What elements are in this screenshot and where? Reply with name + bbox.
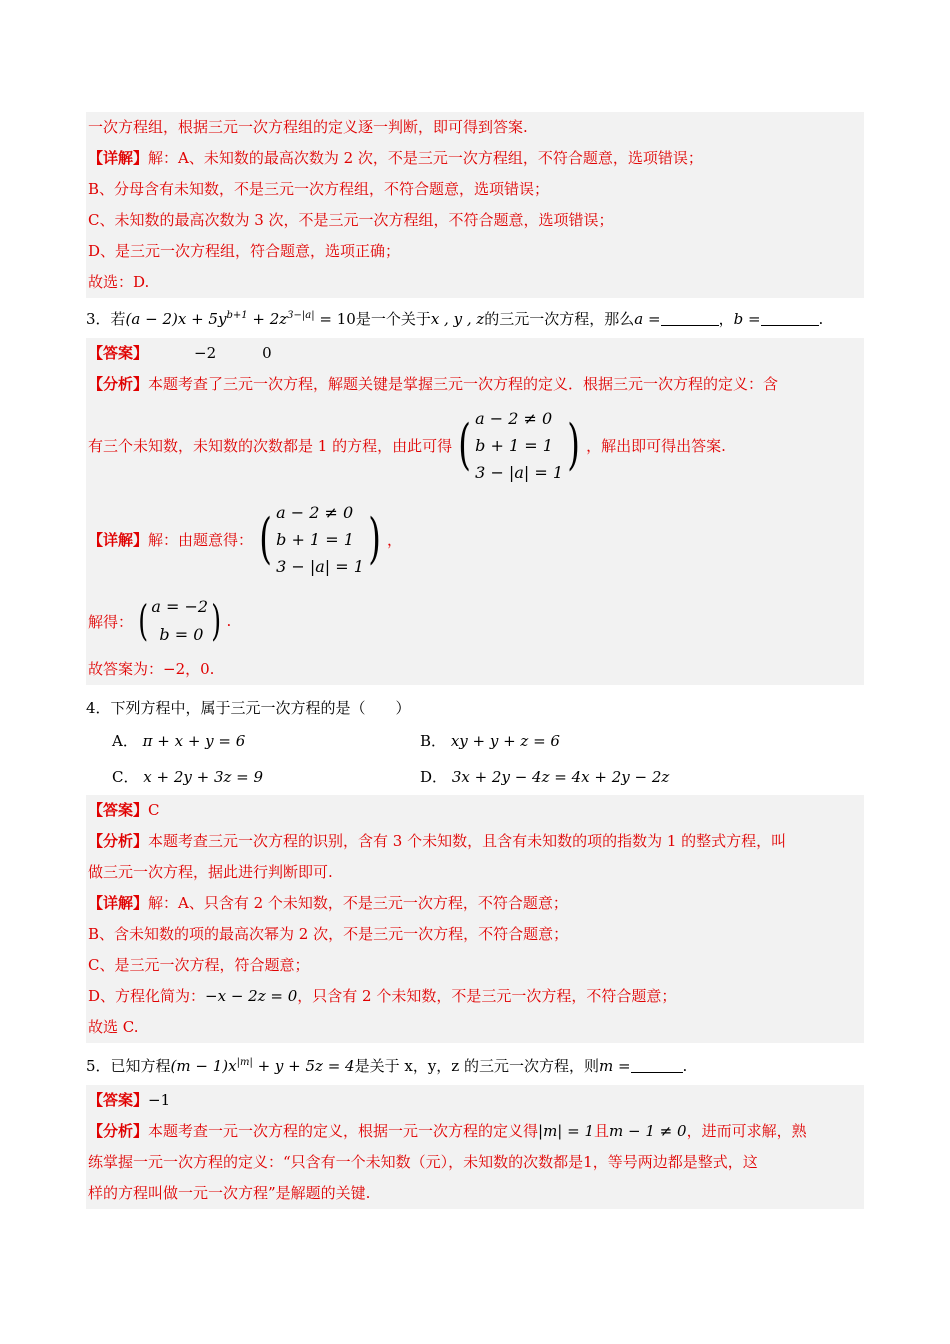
q3-expr2: + 2z xyxy=(247,310,288,328)
q3-stem xyxy=(86,304,864,334)
q3-text2: 的三元一次方程，那么 xyxy=(484,310,635,328)
q5-stem: 5．已知方程$(m - 1)x^{|m|} + y + 5z = 4$是关于 x，y，z 的三元一次方程，则m = . xyxy=(86,1057,688,1075)
right-brace: ) xyxy=(368,507,381,570)
left-brace: ( xyxy=(138,596,149,645)
solution-row: a = −2 xyxy=(151,597,209,616)
system-row: a − 2 ≠ 0 xyxy=(475,408,553,428)
q4-detail-3: C、是三元一次方程，符合题意； xyxy=(88,956,310,974)
system-row: a − 2 ≠ 0 xyxy=(276,502,354,522)
answer-tag: 【答案】 xyxy=(88,801,149,819)
q4-option-c[interactable]: C． x + 2y + 3z = 9 xyxy=(112,768,264,786)
right-brace: ) xyxy=(211,596,222,645)
q4-solution-box xyxy=(86,795,864,1043)
q5-exp: |m| xyxy=(236,1057,253,1068)
q4-detail-4-expr: −x − 2z = 0 xyxy=(205,987,298,1005)
q5-answer-value: −1 xyxy=(148,1091,171,1109)
q3-conclusion: 故答案为：−2，0. xyxy=(88,660,215,678)
q5-m-label: m = xyxy=(598,1057,631,1075)
analysis-tag: 【分析】 xyxy=(88,375,149,393)
q2-detail-1 xyxy=(88,143,862,174)
q3-text: 是一个关于 xyxy=(355,310,431,328)
q3-end: . xyxy=(818,310,824,328)
document-page xyxy=(86,112,864,1209)
q3-analysis-1-text: 本题考查了三元一次方程，解题关键是掌握三元一次方程的定义．根据三元一次方程的定义：含 xyxy=(148,375,779,393)
q3-b-label: b = xyxy=(733,310,761,328)
q2-analysis-tail: 一次方程组，根据三元一次方程组的定义逐一判断，即可得到答案. xyxy=(88,118,528,136)
right-brace: ) xyxy=(567,413,580,476)
q3-solve-end: . xyxy=(226,612,232,630)
q4-detail-2: B、含未知数的项的最高次幂为 2 次，不是三元一次方程，不符合题意； xyxy=(88,925,569,943)
q3-exp2: 3−|a| xyxy=(287,310,315,321)
system-row: b + 1 = 1 xyxy=(276,529,354,549)
q3-a-label: a = xyxy=(634,310,661,328)
system-row: b + 1 = 1 xyxy=(475,435,553,455)
q3-detail-end: ， xyxy=(387,530,403,549)
q5-analysis-2: 练掌握一元一次方程的定义：“只含有一个未知数（元），未知数的次数都是1，等号两边都是整式，这 xyxy=(88,1153,758,1171)
q3-solve-label: 解得： xyxy=(88,612,134,631)
q4-option-a[interactable]: A． π + x + y = 6 xyxy=(112,732,246,750)
q4-detail-4: D、方程化简为：−x − 2z = 0，只含有 2 个未知数，不是三元一次方程，不符合题意； xyxy=(88,987,677,1005)
detail-tag: 【详解】 xyxy=(88,530,149,549)
q3-expr: (a − 2)x + 5y xyxy=(125,310,227,328)
q3-analysis-2a: 有三个未知数，未知数的次数都是 1 的方程，由此可得 xyxy=(88,436,453,455)
q3-blank-b[interactable] xyxy=(761,309,819,326)
q4-options xyxy=(86,723,864,795)
q5-answer xyxy=(88,1085,862,1116)
q4-answer xyxy=(88,795,862,826)
q5-blank[interactable] xyxy=(631,1056,683,1073)
left-brace: ( xyxy=(259,507,272,570)
q3-solution-box xyxy=(86,338,864,685)
q4-analysis-1 xyxy=(88,826,862,857)
q5-analysis-3: 样的方程叫做一元一次方程”是解题的关键. xyxy=(88,1184,371,1202)
q2-solution-box xyxy=(86,112,864,298)
q3-vars: x , y , z xyxy=(430,310,485,328)
q2-detail-4: D、是三元一次方程组，符合题意，选项正确； xyxy=(88,242,401,260)
detail-tag: 【详解】 xyxy=(88,149,149,167)
q3-answer-2: 0 xyxy=(262,344,272,362)
q3-expr3: = 10 xyxy=(314,310,356,328)
q3-system-detail xyxy=(255,499,385,580)
q3-exp1: b+1 xyxy=(226,310,248,321)
q4-analysis-1-text: 本题考查三元一次方程的识别，含有 3 个未知数，且含有未知数的项的指数为 1 的整式方程，叫 xyxy=(148,832,787,850)
analysis-tag: 【分析】 xyxy=(88,832,149,850)
left-brace: ( xyxy=(458,413,471,476)
q3-blank-a[interactable] xyxy=(661,309,719,326)
system-row: 3 − |a| = 1 xyxy=(276,556,364,576)
q3-analysis-2 xyxy=(88,400,862,490)
q3-solve xyxy=(88,588,862,654)
answer-tag: 【答案】 xyxy=(88,1091,149,1109)
q3-system-analysis xyxy=(454,405,584,486)
q2-detail-3: C、未知数的最高次数为 3 次，不是三元一次方程组，不符合题意，选项错误； xyxy=(88,211,614,229)
analysis-tag: 【分析】 xyxy=(88,1122,149,1140)
q3-number: 3．若 xyxy=(86,310,126,328)
q5-expr: (m − 1)x xyxy=(170,1057,237,1075)
q4-detail-1 xyxy=(88,888,862,919)
q4-detail-1-text: 解：A、只含有 2 个未知数，不是三元一次方程，不符合题意； xyxy=(148,894,568,912)
q4-analysis-2: 做三元一次方程，据此进行判断即可. xyxy=(88,863,333,881)
q5-analysis-1: 【分析】本题考查一元一次方程的定义，根据一元一次方程的定义得|m| = 1且m − 1 ≠ 0，进而可求解，熟 xyxy=(88,1122,807,1140)
system-row: 3 − |a| = 1 xyxy=(475,462,564,482)
q3-detail-1: 解：由题意得： xyxy=(148,530,254,549)
q2-detail-2: B、分母含有未知数，不是三元一次方程组，不符合题意，选项错误； xyxy=(88,180,550,198)
answer-tag: 【答案】 xyxy=(88,344,149,362)
q3-answer-1: −2 xyxy=(194,344,217,362)
q4-option-b[interactable]: B． xy + y + z = 6 xyxy=(420,732,560,750)
solution-row: b = 0 xyxy=(159,625,204,644)
q3-comma: ， xyxy=(718,310,734,328)
q5-solution-box xyxy=(86,1085,864,1209)
q3-analysis-1 xyxy=(88,369,862,400)
q3-answer xyxy=(88,338,862,369)
q4-stem: 4．下列方程中，属于三元一次方程的是（ ） xyxy=(86,699,411,717)
q4-answer-value: C xyxy=(148,801,160,819)
q4-conclusion: 故选 C. xyxy=(88,1018,139,1036)
q4-option-d[interactable]: D． 3x + 2y − 4z = 4x + 2y − 2z xyxy=(420,768,670,786)
q2-detail-1-text: 解：A、未知数的最高次数为 2 次，不是三元一次方程组，不符合题意，选项错误； xyxy=(148,149,703,167)
q2-conclusion: 故选：D. xyxy=(88,273,150,291)
detail-tag: 【详解】 xyxy=(88,894,149,912)
q3-analysis-2b: ，解出即可得出答案. xyxy=(586,436,726,455)
q5-expr2: + y + 5z = 4 xyxy=(252,1057,355,1075)
q3-detail xyxy=(88,490,862,588)
q3-solution-system xyxy=(135,593,224,649)
